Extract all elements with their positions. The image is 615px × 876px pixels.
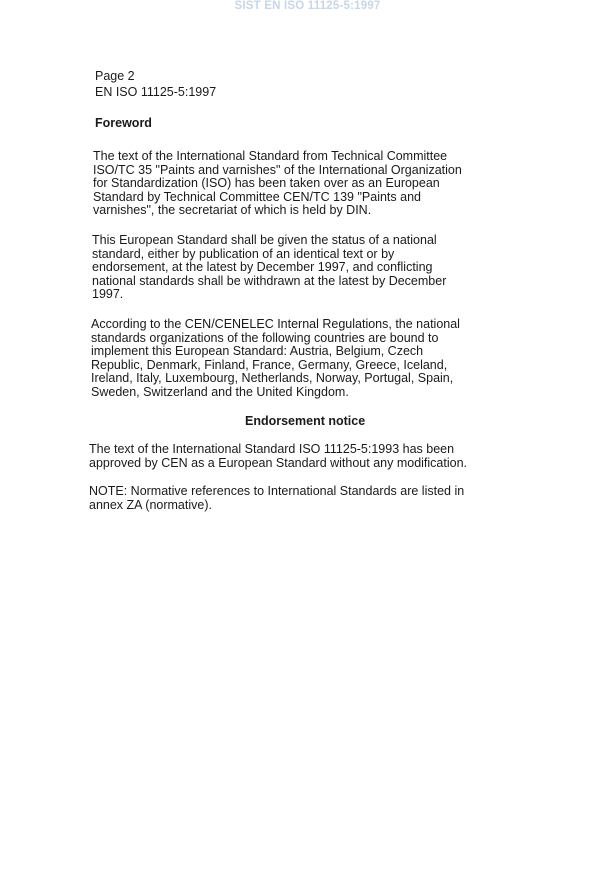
text-line: standard, either by publication of an identical text or by	[92, 246, 395, 261]
text-line: 1997.	[92, 287, 124, 302]
endorsement-paragraph	[89, 443, 467, 470]
standard-reference: EN ISO 11125-5:1997	[95, 85, 217, 99]
text-line: The text of the International Standard from Technical Committee	[93, 149, 448, 163]
text-line: varnishes", the secretariat of which is held by DIN.	[93, 203, 372, 218]
endorsement-heading: Endorsement notice	[245, 414, 366, 428]
text-line: This European Standard shall be given the status of a national	[92, 233, 437, 247]
text-line: national standards shall be withdrawn at the latest by December	[92, 273, 447, 288]
text-line: According to the CEN/CENELEC Internal Regulations, the national	[91, 317, 460, 331]
text-line: ISO/TC 35 "Paints and varnishes" of the International Organization	[93, 162, 462, 177]
foreword-heading: Foreword	[95, 116, 152, 130]
page-header	[95, 68, 216, 100]
watermark: SIST EN ISO 11125-5:1997	[234, 0, 381, 12]
text-line: approved by CEN as a European Standard without any modification.	[89, 455, 468, 470]
foreword-paragraph-1	[93, 150, 462, 218]
text-line: Sweden, Switzerland and the United Kingdom.	[91, 384, 349, 399]
text-line: Ireland, Italy, Luxembourg, Netherlands, Norway, Portugal, Spain,	[91, 371, 454, 386]
note-paragraph	[89, 485, 464, 512]
foreword-paragraph-3	[91, 318, 460, 400]
text-line: for Standardization (ISO) has been taken over as an European	[93, 176, 440, 191]
text-line: Standard by Technical Committee CEN/TC 139 "Paints and	[93, 189, 421, 204]
text-line: NOTE: Normative references to International Standards are listed in	[89, 484, 465, 498]
text-line: The text of the International Standard ISO 11125-5:1993 has been	[89, 442, 455, 456]
page-number: Page 2	[95, 69, 135, 83]
text-line: Republic, Denmark, Finland, France, Germany, Greece, Iceland,	[91, 357, 448, 372]
text-line: implement this European Standard: Austria, Belgium, Czech	[91, 344, 424, 359]
text-line: endorsement, at the latest by December 1997, and conflicting	[92, 260, 433, 275]
text-line: annex ZA (normative).	[89, 497, 212, 512]
foreword-paragraph-2	[92, 234, 446, 302]
text-line: standards organizations of the following countries are bound to	[91, 330, 439, 345]
